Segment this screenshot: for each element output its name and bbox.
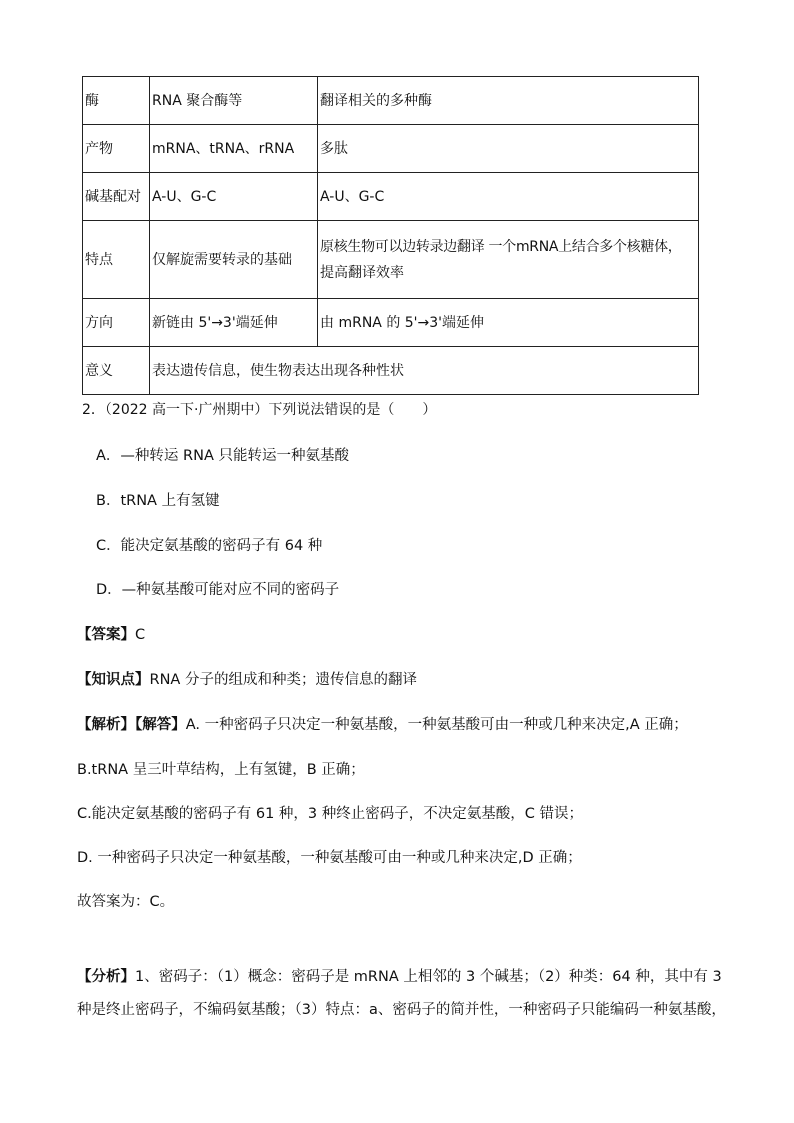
translation-cell: 多肽: [318, 125, 699, 173]
transcription-cell: RNA 聚合酶等: [150, 77, 318, 125]
row-label: 酶: [83, 77, 150, 125]
translation-cell: 由 mRNA 的 5'→3'端延伸: [318, 299, 699, 347]
significance-cell: 表达遗传信息，使生物表达出现各种性状: [150, 347, 699, 395]
analysis-line: B.tRNA 呈三叶草结构，上有氢键，B 正确；: [77, 762, 365, 778]
table-row: [83, 77, 699, 125]
table-row: [83, 347, 699, 395]
table-row: [83, 299, 699, 347]
row-label: 特点: [83, 221, 150, 299]
translation-cell: 翻译相关的多种酶: [318, 77, 699, 125]
fenxi-line: [77, 967, 722, 987]
option-d: D．—种氨基酸可能对应不同的密码子: [96, 582, 340, 598]
answer-value: C: [135, 627, 146, 643]
option-c: C．能决定氨基酸的密码子有 64 种: [96, 538, 323, 554]
fenxi-tag: 【分析】: [77, 969, 135, 985]
analysis-text: A. 一种密码子只决定一种氨基酸，一种氨基酸可由一种或几种来决定,A 正确；: [185, 717, 688, 733]
analysis-tag: 【解析】【解答】: [77, 717, 186, 733]
transcription-cell: 仅解旋需要转录的基础: [150, 221, 318, 299]
fenxi-text: 1、密码子：（1）概念：密码子是 mRNA 上相邻的 3 个碱基；（2）种类：64 种，其中有 3: [135, 969, 722, 985]
translation-cell-line: 提高翻译效率: [320, 264, 404, 281]
row-label: 碱基配对: [83, 173, 150, 221]
row-label: 产物: [83, 125, 150, 173]
table-row: [83, 125, 699, 173]
analysis-line: C.能决定氨基酸的密码子有 61 种，3 种终止密码子，不决定氨基酸，C 错误；: [77, 806, 583, 822]
fenxi-line: 种是终止密码子，不编码氨基酸；（3）特点：a、密码子的简并性，一种密码子只能编码一种氨基酸，: [77, 1002, 726, 1018]
translation-cell: [318, 221, 699, 299]
table-row: [83, 221, 699, 299]
table-row: [83, 173, 699, 221]
analysis-line: [77, 715, 688, 735]
answer-tag: 【答案】: [77, 627, 135, 643]
translation-cell: A-U、G-C: [318, 173, 699, 221]
row-label: 意义: [83, 347, 150, 395]
translation-cell-line: 原核生物可以边转录边翻译 一个mRNA上结合多个核糖体，: [320, 238, 682, 255]
knowledge-value: RNA 分子的组成和种类；遗传信息的翻译: [149, 672, 417, 688]
knowledge-point: [77, 670, 417, 690]
row-label: 方向: [83, 299, 150, 347]
option-a: A．—种转运 RNA 只能转运一种氨基酸: [96, 448, 349, 464]
transcription-cell: 新链由 5'→3'端延伸: [150, 299, 318, 347]
comparison-table: [82, 76, 699, 395]
knowledge-tag: 【知识点】: [77, 672, 150, 688]
analysis-line: 故答案为：C。: [77, 894, 175, 910]
analysis-line: D. 一种密码子只决定一种氨基酸，一种氨基酸可由一种或几种来决定,D 正确；: [77, 850, 582, 866]
transcription-cell: mRNA、tRNA、rRNA: [150, 125, 318, 173]
transcription-cell: A-U、G-C: [150, 173, 318, 221]
option-b: B．tRNA 上有氢键: [96, 493, 220, 509]
question-stem: 2．（2022 高一下·广州期中）下列说法错误的是（ ）: [82, 402, 437, 418]
answer: [77, 625, 145, 645]
